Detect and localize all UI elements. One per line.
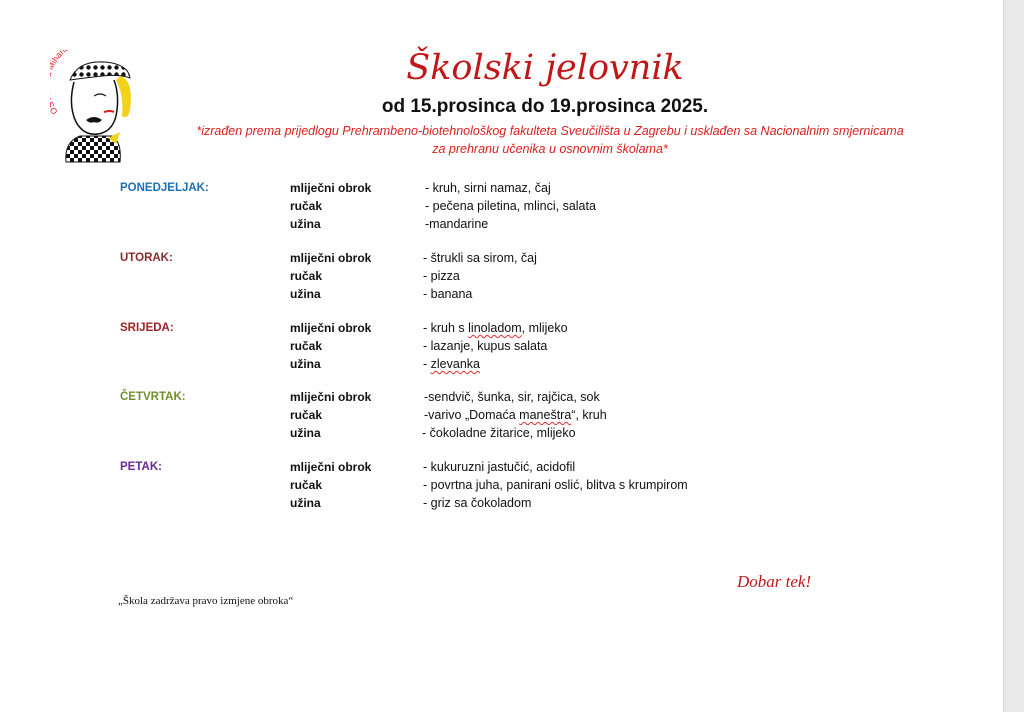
- meal-desc: [423, 321, 568, 335]
- nutrition-note-line-2: za prehranu učenika u osnovnim školama*: [432, 142, 668, 156]
- meal-desc-text: , mlijeko: [521, 321, 568, 335]
- meal-type: ručak: [290, 408, 323, 422]
- meal-desc: - kukuruzni jastučić, acidofil: [423, 460, 576, 474]
- meal-type: ručak: [290, 339, 323, 353]
- meal-desc: - čokoladne žitarice, mlijeko: [422, 426, 576, 440]
- meal-desc: - štrukli sa sirom, čaj: [423, 251, 537, 265]
- meal-type: užina: [290, 357, 321, 371]
- meal-desc-text: -: [423, 357, 431, 371]
- meal-desc-text: - kruh s: [423, 321, 469, 335]
- meal-desc-text: -varivo „Domaća: [424, 408, 520, 422]
- meal-desc-text: “, kruh: [571, 408, 607, 422]
- meal-type: mliječni obrok: [290, 181, 372, 195]
- meal-type: užina: [290, 217, 321, 231]
- meal-type: mliječni obrok: [290, 321, 372, 335]
- day-label-cetvrtak: ČETVRTAK:: [120, 391, 186, 403]
- day-label-petak: PETAK:: [120, 461, 162, 473]
- day-label-srijeda: SRIJEDA:: [120, 322, 174, 334]
- meal-desc: - pizza: [423, 269, 460, 283]
- meal-type: mliječni obrok: [290, 251, 372, 265]
- meal-type: užina: [290, 496, 321, 510]
- spellcheck-flagged-word: zlevanka: [430, 357, 480, 371]
- meal-type: ručak: [290, 199, 323, 213]
- meal-type: ručak: [290, 269, 323, 283]
- meal-desc: - griz sa čokoladom: [423, 496, 532, 510]
- meal-desc: -mandarine: [425, 217, 489, 231]
- spellcheck-flagged-word: maneštra: [519, 408, 572, 422]
- day-label-ponedjeljak: PONEDJELJAK:: [120, 182, 209, 194]
- meal-desc: [424, 408, 607, 422]
- meal-desc: [423, 357, 480, 371]
- page-title: Školski jelovnik: [406, 48, 684, 88]
- meal-type: mliječni obrok: [290, 460, 372, 474]
- disclaimer-text: „Škola zadržava pravo izmjene obroka“: [118, 595, 294, 607]
- meal-desc: -sendvič, šunka, sir, rajčica, sok: [424, 390, 600, 404]
- meal-type: mliječni obrok: [290, 390, 372, 404]
- spellcheck-flagged-word: linoladom: [468, 321, 522, 335]
- meal-desc: - kruh, sirni namaz, čaj: [425, 181, 551, 195]
- logo-arc-text: han: [50, 50, 68, 64]
- meal-desc: - lazanje, kupus salata: [423, 339, 548, 353]
- date-range: od 15.prosinca do 19.prosinca 2025.: [381, 96, 709, 117]
- meal-type: ručak: [290, 478, 323, 492]
- meal-type: užina: [290, 287, 321, 301]
- nutrition-note-line-1: *izrađen prema prijedlogu Prehrambeno-biotehnološkog fakulteta Sveučilišta u Zagrebu i usklađen sa Nacionalnim smjernicama: [196, 124, 904, 138]
- day-label-utorak: UTORAK:: [120, 252, 173, 264]
- meal-type: užina: [290, 426, 321, 440]
- closing-greeting: Dobar tek!: [737, 572, 812, 591]
- meal-desc: - povrtna juha, panirani oslić, blitva s krumpirom: [423, 478, 688, 492]
- meal-desc: - banana: [423, 287, 473, 301]
- meal-desc: - pečena piletina, mlinci, salata: [425, 199, 596, 213]
